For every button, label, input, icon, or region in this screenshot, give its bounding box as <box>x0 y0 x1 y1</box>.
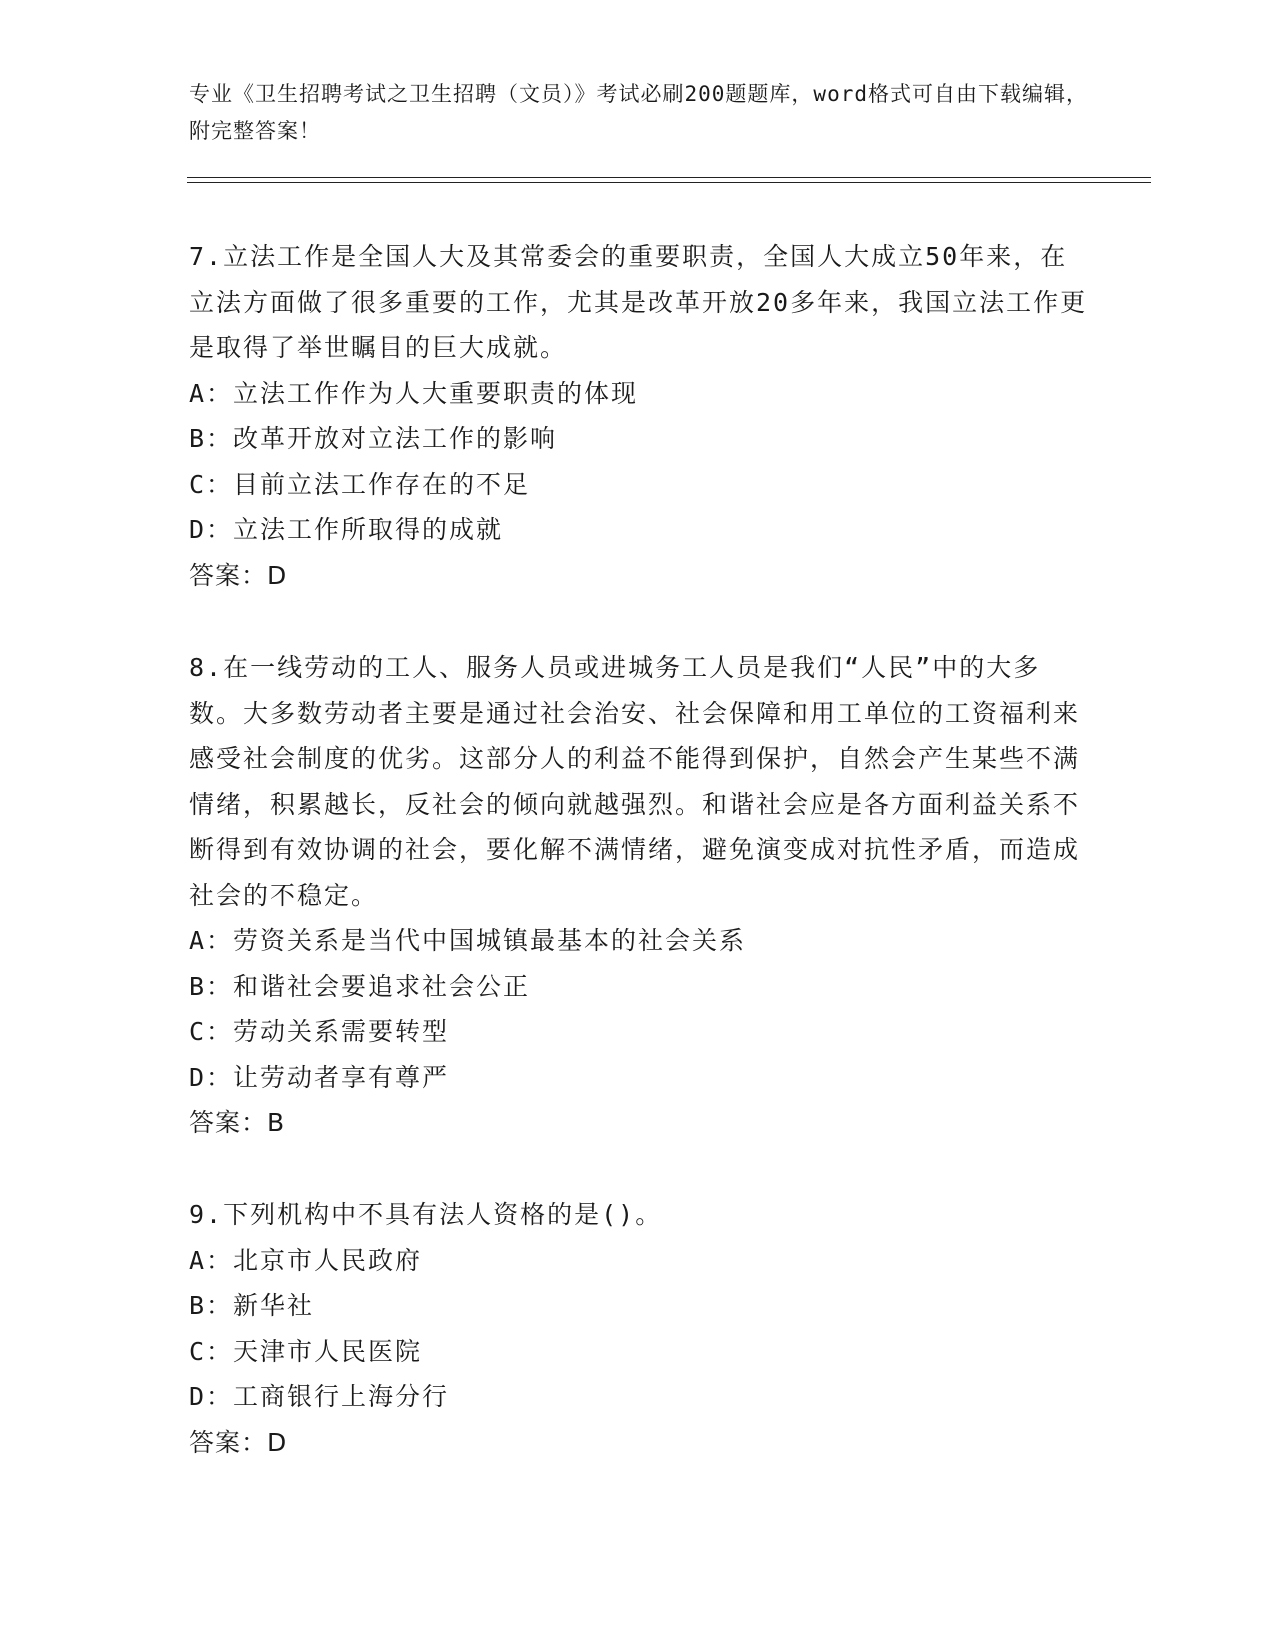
question-9 <box>189 1192 1089 1465</box>
option-b: B：和谐社会要追求社会公正 <box>189 971 531 1001</box>
answer: 答案：D <box>189 1427 288 1457</box>
question-8 <box>189 645 1089 1146</box>
option-c: C：天津市人民医院 <box>189 1336 423 1366</box>
question-stem: 7.立法工作是全国人大及其常委会的重要职责，全国人大成立50年来，在立法方面做了很多重要的工作，尤其是改革开放20多年来，我国立法工作更是取得了举世瞩目的巨大成就。 <box>189 242 1088 362</box>
option-d: D：立法工作所取得的成就 <box>189 515 504 544</box>
header-divider-top <box>187 177 1151 178</box>
question-7 <box>189 234 1089 598</box>
answer: 答案：D <box>189 560 288 590</box>
question-stem: 9.下列机构中不具有法人资格的是()。 <box>189 1200 663 1229</box>
document-header: 专业《卫生招聘考试之卫生招聘（文员）》考试必刷200题题库，word格式可自由下载编辑，附完整答案！ <box>189 82 1088 143</box>
option-d: D：工商银行上海分行 <box>189 1382 450 1411</box>
question-stem: 8.在一线劳动的工人、服务人员或进城务工人员是我们“人民”中的大多数。大多数劳动者主要是通过社会治安、社会保障和用工单位的工资福利来感受社会制度的优劣。这部分人的利益不能得到保护，自然会产生某些不满情绪，积累越长，反社会的倾向就越强烈。和谐社会应是各方面利益关系不断得到有效协调的社会，要化解不满情绪，避免演变成对抗性矛盾，而造成社会的不稳定。 <box>189 653 1081 910</box>
answer: 答案：B <box>189 1108 286 1137</box>
header-divider-bottom <box>187 182 1151 183</box>
option-d: D：让劳动者享有尊严 <box>189 1062 450 1092</box>
option-a: A：北京市人民政府 <box>189 1245 423 1275</box>
option-c: C：劳动关系需要转型 <box>189 1017 450 1046</box>
option-b: B：新华社 <box>189 1291 315 1320</box>
option-a: A：立法工作作为人大重要职责的体现 <box>189 378 639 408</box>
option-b: B：改革开放对立法工作的影响 <box>189 424 558 453</box>
option-c: C：目前立法工作存在的不足 <box>189 469 531 499</box>
option-a: A：劳资关系是当代中国城镇最基本的社会关系 <box>189 926 747 955</box>
